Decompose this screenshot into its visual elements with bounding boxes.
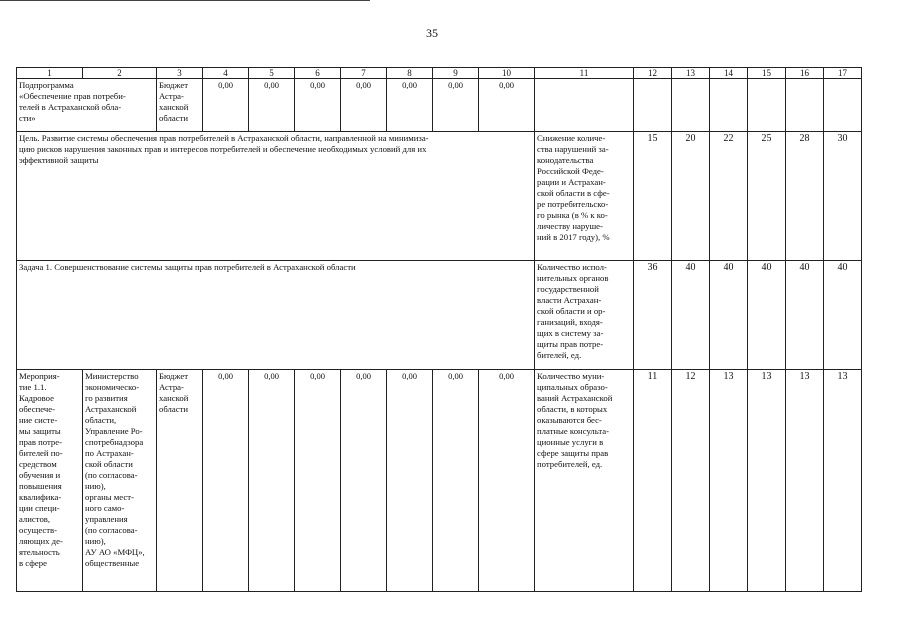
top-rule xyxy=(0,0,370,1)
task-text: Задача 1. Совершенствование системы защиты прав потребителей в Астраханской области xyxy=(17,261,535,370)
header-cell: 9 xyxy=(433,68,479,79)
target-value: 28 xyxy=(786,132,824,261)
measure-row xyxy=(17,370,862,592)
header-cell: 16 xyxy=(786,68,824,79)
target-value: 25 xyxy=(748,132,786,261)
header-cell: 7 xyxy=(341,68,387,79)
funding-source: Бюджет Астра- ханской области xyxy=(157,79,203,132)
target-cell xyxy=(786,79,824,132)
target-value: 20 xyxy=(672,132,710,261)
header-cell: 10 xyxy=(479,68,535,79)
target-value: 40 xyxy=(824,261,862,370)
target-value: 12 xyxy=(672,370,710,592)
funding-value: 0,00 xyxy=(203,79,249,132)
funding-value: 0,00 xyxy=(387,370,433,592)
target-value: 11 xyxy=(634,370,672,592)
funding-value: 0,00 xyxy=(203,370,249,592)
header-cell: 13 xyxy=(672,68,710,79)
header-cell: 5 xyxy=(249,68,295,79)
header-cell: 11 xyxy=(535,68,634,79)
funding-value: 0,00 xyxy=(249,79,295,132)
header-cell: 14 xyxy=(710,68,748,79)
funding-value: 0,00 xyxy=(387,79,433,132)
target-value: 40 xyxy=(786,261,824,370)
header-cell: 17 xyxy=(824,68,862,79)
task-indicator: Количество испол- нительных органов государственной власти Астрахан- ской области и ор- ганизаций, входя- щих в систему за- щиты прав потре- бителей, ед. xyxy=(535,261,634,370)
funding-value: 0,00 xyxy=(341,79,387,132)
funding-value: 0,00 xyxy=(479,79,535,132)
subprogram-row xyxy=(17,79,862,132)
target-value: 36 xyxy=(634,261,672,370)
header-cell: 15 xyxy=(748,68,786,79)
target-value: 40 xyxy=(710,261,748,370)
program-table xyxy=(16,67,862,592)
header-cell: 6 xyxy=(295,68,341,79)
target-value: 40 xyxy=(748,261,786,370)
target-cell xyxy=(672,79,710,132)
funding-value: 0,00 xyxy=(479,370,535,592)
header-cell: 8 xyxy=(387,68,433,79)
measure-name: Мероприя- тие 1.1. Кадровое обеспече- ние систе- мы защиты прав потре- бителей по- средством обучения и повышения квалифика- ции специ- алистов, осуществ- ляющих де- ятельность в сфере xyxy=(17,370,83,592)
funding-source: Бюджет Астра- ханской области xyxy=(157,370,203,592)
header-row xyxy=(17,68,862,79)
target-value: 22 xyxy=(710,132,748,261)
target-value: 13 xyxy=(786,370,824,592)
goal-indicator: Снижение количе- ства нарушений за- конодательства Российской Феде- рации и Астрахан- ской области в сфе- ре потребительско- го рынка (в % к ко- личеству наруше- ний в 2017 году), % xyxy=(535,132,634,261)
page-number: 35 xyxy=(426,26,438,40)
target-value: 40 xyxy=(672,261,710,370)
funding-value: 0,00 xyxy=(433,370,479,592)
funding-value: 0,00 xyxy=(433,79,479,132)
target-cell xyxy=(710,79,748,132)
indicator-cell xyxy=(535,79,634,132)
measure-indicator: Количество муни- ципальных образо- ваний Астраханской области, в которых оказываются бес- платные консульта- ционные услуги в сфере защиты прав потребителей, ед. xyxy=(535,370,634,592)
header-cell: 4 xyxy=(203,68,249,79)
goal-row xyxy=(17,132,862,261)
header-cell: 12 xyxy=(634,68,672,79)
header-cell: 2 xyxy=(83,68,157,79)
target-cell xyxy=(748,79,786,132)
target-value: 13 xyxy=(824,370,862,592)
target-value: 13 xyxy=(710,370,748,592)
funding-value: 0,00 xyxy=(341,370,387,592)
header-cell: 3 xyxy=(157,68,203,79)
task-row xyxy=(17,261,862,370)
subprogram-name: Подпрограмма «Обеспечение прав потреби- телей в Астраханской обла- сти» xyxy=(17,79,157,132)
target-value: 15 xyxy=(634,132,672,261)
header-cell: 1 xyxy=(17,68,83,79)
funding-value: 0,00 xyxy=(249,370,295,592)
measure-executors: Министерство экономическо- го развития Астраханской области, Управление Ро- спотребнадзора по Астрахан- ской области (по согласова- нию), органы мест- ного само- управления (по согласова- нию), АУ АО «МФЦ», общественные xyxy=(83,370,157,592)
target-cell xyxy=(634,79,672,132)
target-value: 13 xyxy=(748,370,786,592)
goal-text: Цель. Развитие системы обеспечения прав потребителей в Астраханской области, направленной на минимиза- цию рисков нарушения законных прав и интересов потребителей и обеспечение необходимых условий для их эффективной защиты xyxy=(17,132,535,261)
target-cell xyxy=(824,79,862,132)
target-value: 30 xyxy=(824,132,862,261)
funding-value: 0,00 xyxy=(295,79,341,132)
funding-value: 0,00 xyxy=(295,370,341,592)
